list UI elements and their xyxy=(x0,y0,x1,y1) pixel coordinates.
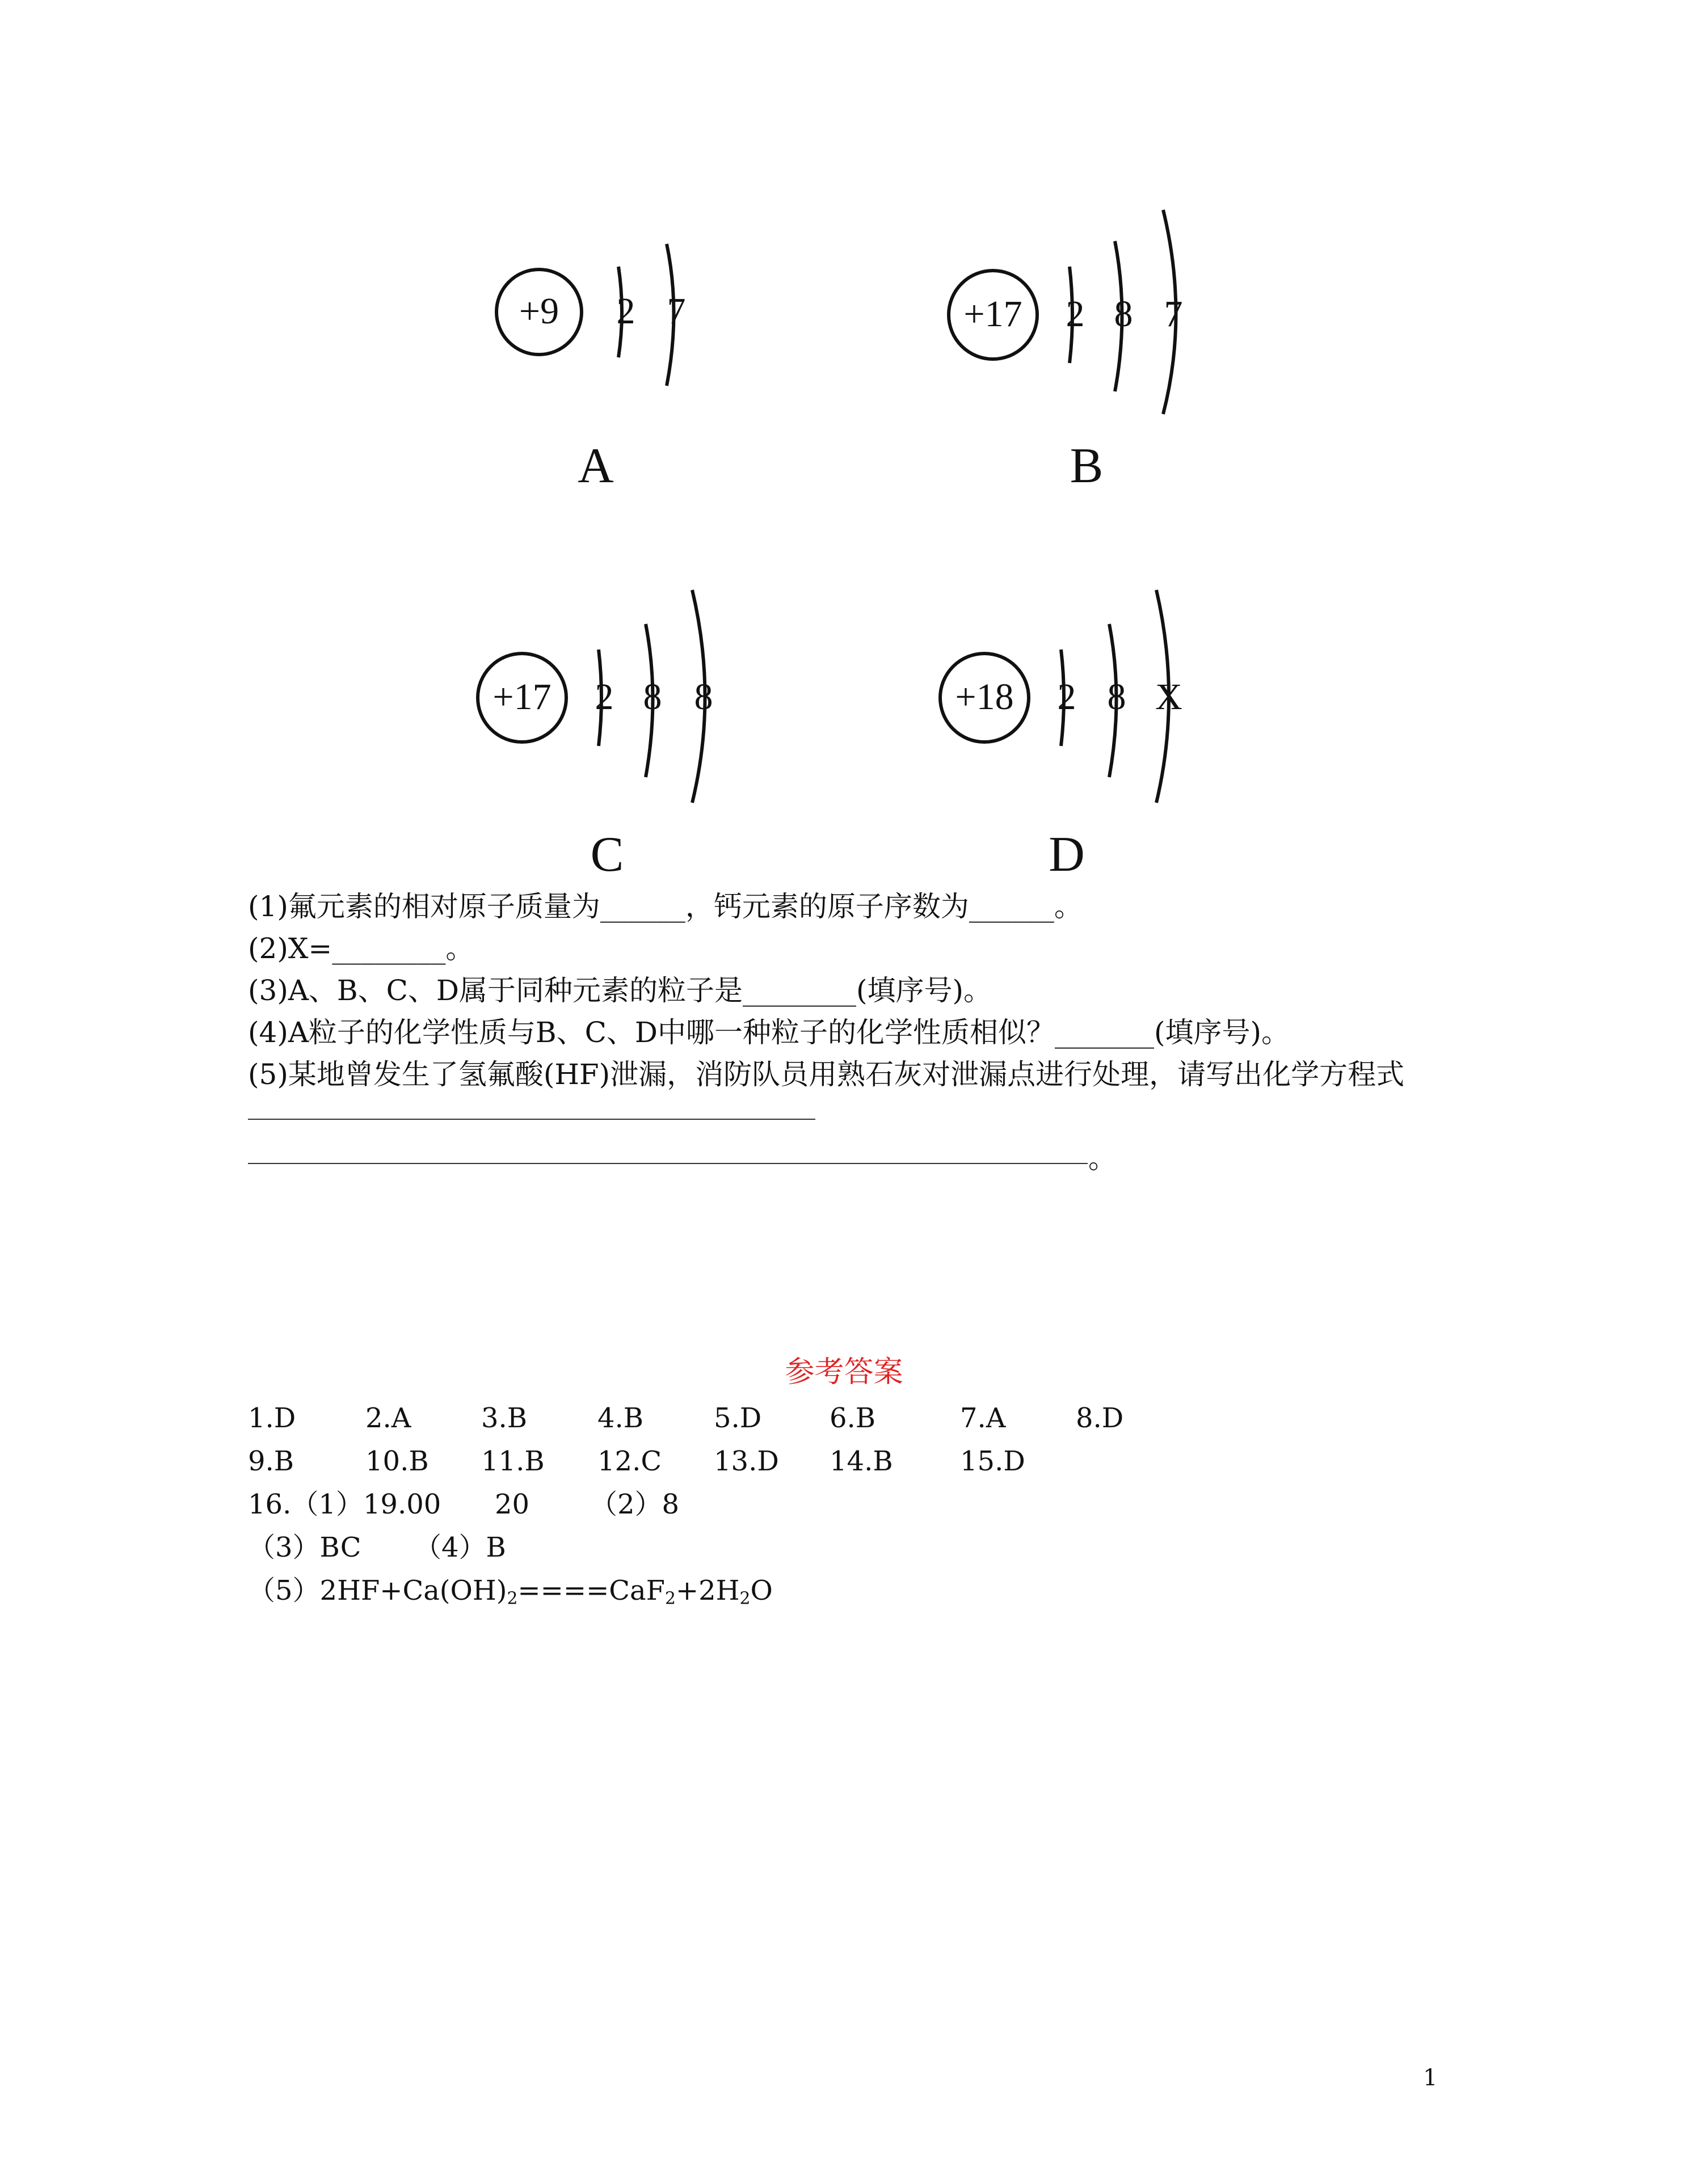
answer-item: 5.D xyxy=(714,1402,762,1434)
closing-period: 。 xyxy=(1088,1142,1117,1175)
page-number: 1 xyxy=(1423,2065,1438,2091)
nucleus-charge-d: +18 xyxy=(955,676,1014,718)
answer-item: 7.A xyxy=(960,1402,1006,1434)
answer-item: 4.B xyxy=(597,1402,644,1434)
shell-count-a-2: 7 xyxy=(667,290,686,332)
diagram-label-c: C xyxy=(590,827,624,882)
equation-subscript: 2 xyxy=(664,1588,676,1609)
shell-count-b-2: 8 xyxy=(1114,293,1133,335)
equation-text: O xyxy=(750,1575,773,1607)
answer-item: 3.B xyxy=(481,1402,528,1434)
answer-16-part: （3）BC xyxy=(248,1532,361,1563)
atom-diagram-a xyxy=(477,204,1197,522)
answer-item: 2.A xyxy=(365,1402,411,1434)
question-3: (3)A、B、C、D属于同种元素的粒子是________(填序号)。 xyxy=(248,974,992,1007)
shell-count-c-2: 8 xyxy=(643,676,662,718)
answer-item: 6.B xyxy=(830,1402,876,1434)
shell-count-a-1: 2 xyxy=(616,290,635,332)
nucleus-charge-a: +9 xyxy=(519,290,559,332)
shell-count-b-3: 7 xyxy=(1164,293,1183,335)
answer-item: 13.D xyxy=(714,1445,779,1477)
question-2: (2)X=________。 xyxy=(248,932,474,965)
answer-blank-line-2 xyxy=(248,1163,1088,1164)
diagram-label-a: A xyxy=(578,439,614,494)
answer-key-title: 参考答案 xyxy=(785,1355,903,1389)
answer-item: 1.D xyxy=(248,1402,296,1434)
atom-diagram-cd xyxy=(465,584,1214,891)
answer-item: 12.C xyxy=(597,1445,662,1477)
shell-count-b-1: 2 xyxy=(1066,293,1085,335)
answer-16-part: （4）B xyxy=(414,1532,506,1563)
equation-text: （5）2HF+Ca(OH) xyxy=(248,1575,507,1607)
shell-count-c-1: 2 xyxy=(595,676,614,718)
shell-count-c-3: 8 xyxy=(694,676,713,718)
equation-text: +2H xyxy=(675,1575,740,1607)
diagram-label-b: B xyxy=(1070,439,1104,494)
answer-item: 15.D xyxy=(960,1445,1025,1477)
shell-count-d-1: 2 xyxy=(1057,676,1076,718)
chemical-equation xyxy=(248,1574,773,1608)
answer-item: 8.D xyxy=(1076,1402,1124,1434)
answer-item: 10.B xyxy=(365,1445,429,1477)
answer-16-part: 20 xyxy=(495,1489,530,1520)
answer-16-part: （2）8 xyxy=(590,1489,680,1520)
answer-blank-line-1 xyxy=(248,1119,815,1120)
answer-item: 11.B xyxy=(481,1445,545,1477)
question-4: (4)A粒子的化学性质与B、C、D中哪一种粒子的化学性质相似？_______(填序号)。 xyxy=(248,1016,1290,1049)
equation-subscript: 2 xyxy=(507,1588,518,1609)
equation-subscript: 2 xyxy=(739,1588,751,1609)
answer-16-part: 16.（1）19.00 xyxy=(248,1489,441,1520)
diagram-label-d: D xyxy=(1049,827,1085,882)
shell-count-d-2: 8 xyxy=(1107,676,1126,718)
shell-count-d-3: X xyxy=(1155,676,1182,718)
question-1: (1)氟元素的相对原子质量为______，钙元素的原子序数为______。 xyxy=(248,890,1083,923)
answer-item: 14.B xyxy=(830,1445,893,1477)
nucleus-charge-b: +17 xyxy=(963,293,1022,335)
answer-item: 9.B xyxy=(248,1445,294,1477)
equation-text: ====CaF xyxy=(517,1575,665,1607)
question-5: (5)某地曾发生了氢氟酸(HF)泄漏，消防队员用熟石灰对泄漏点进行处理，请写出化学方程式 xyxy=(248,1058,1405,1091)
nucleus-charge-c: +17 xyxy=(492,676,552,718)
